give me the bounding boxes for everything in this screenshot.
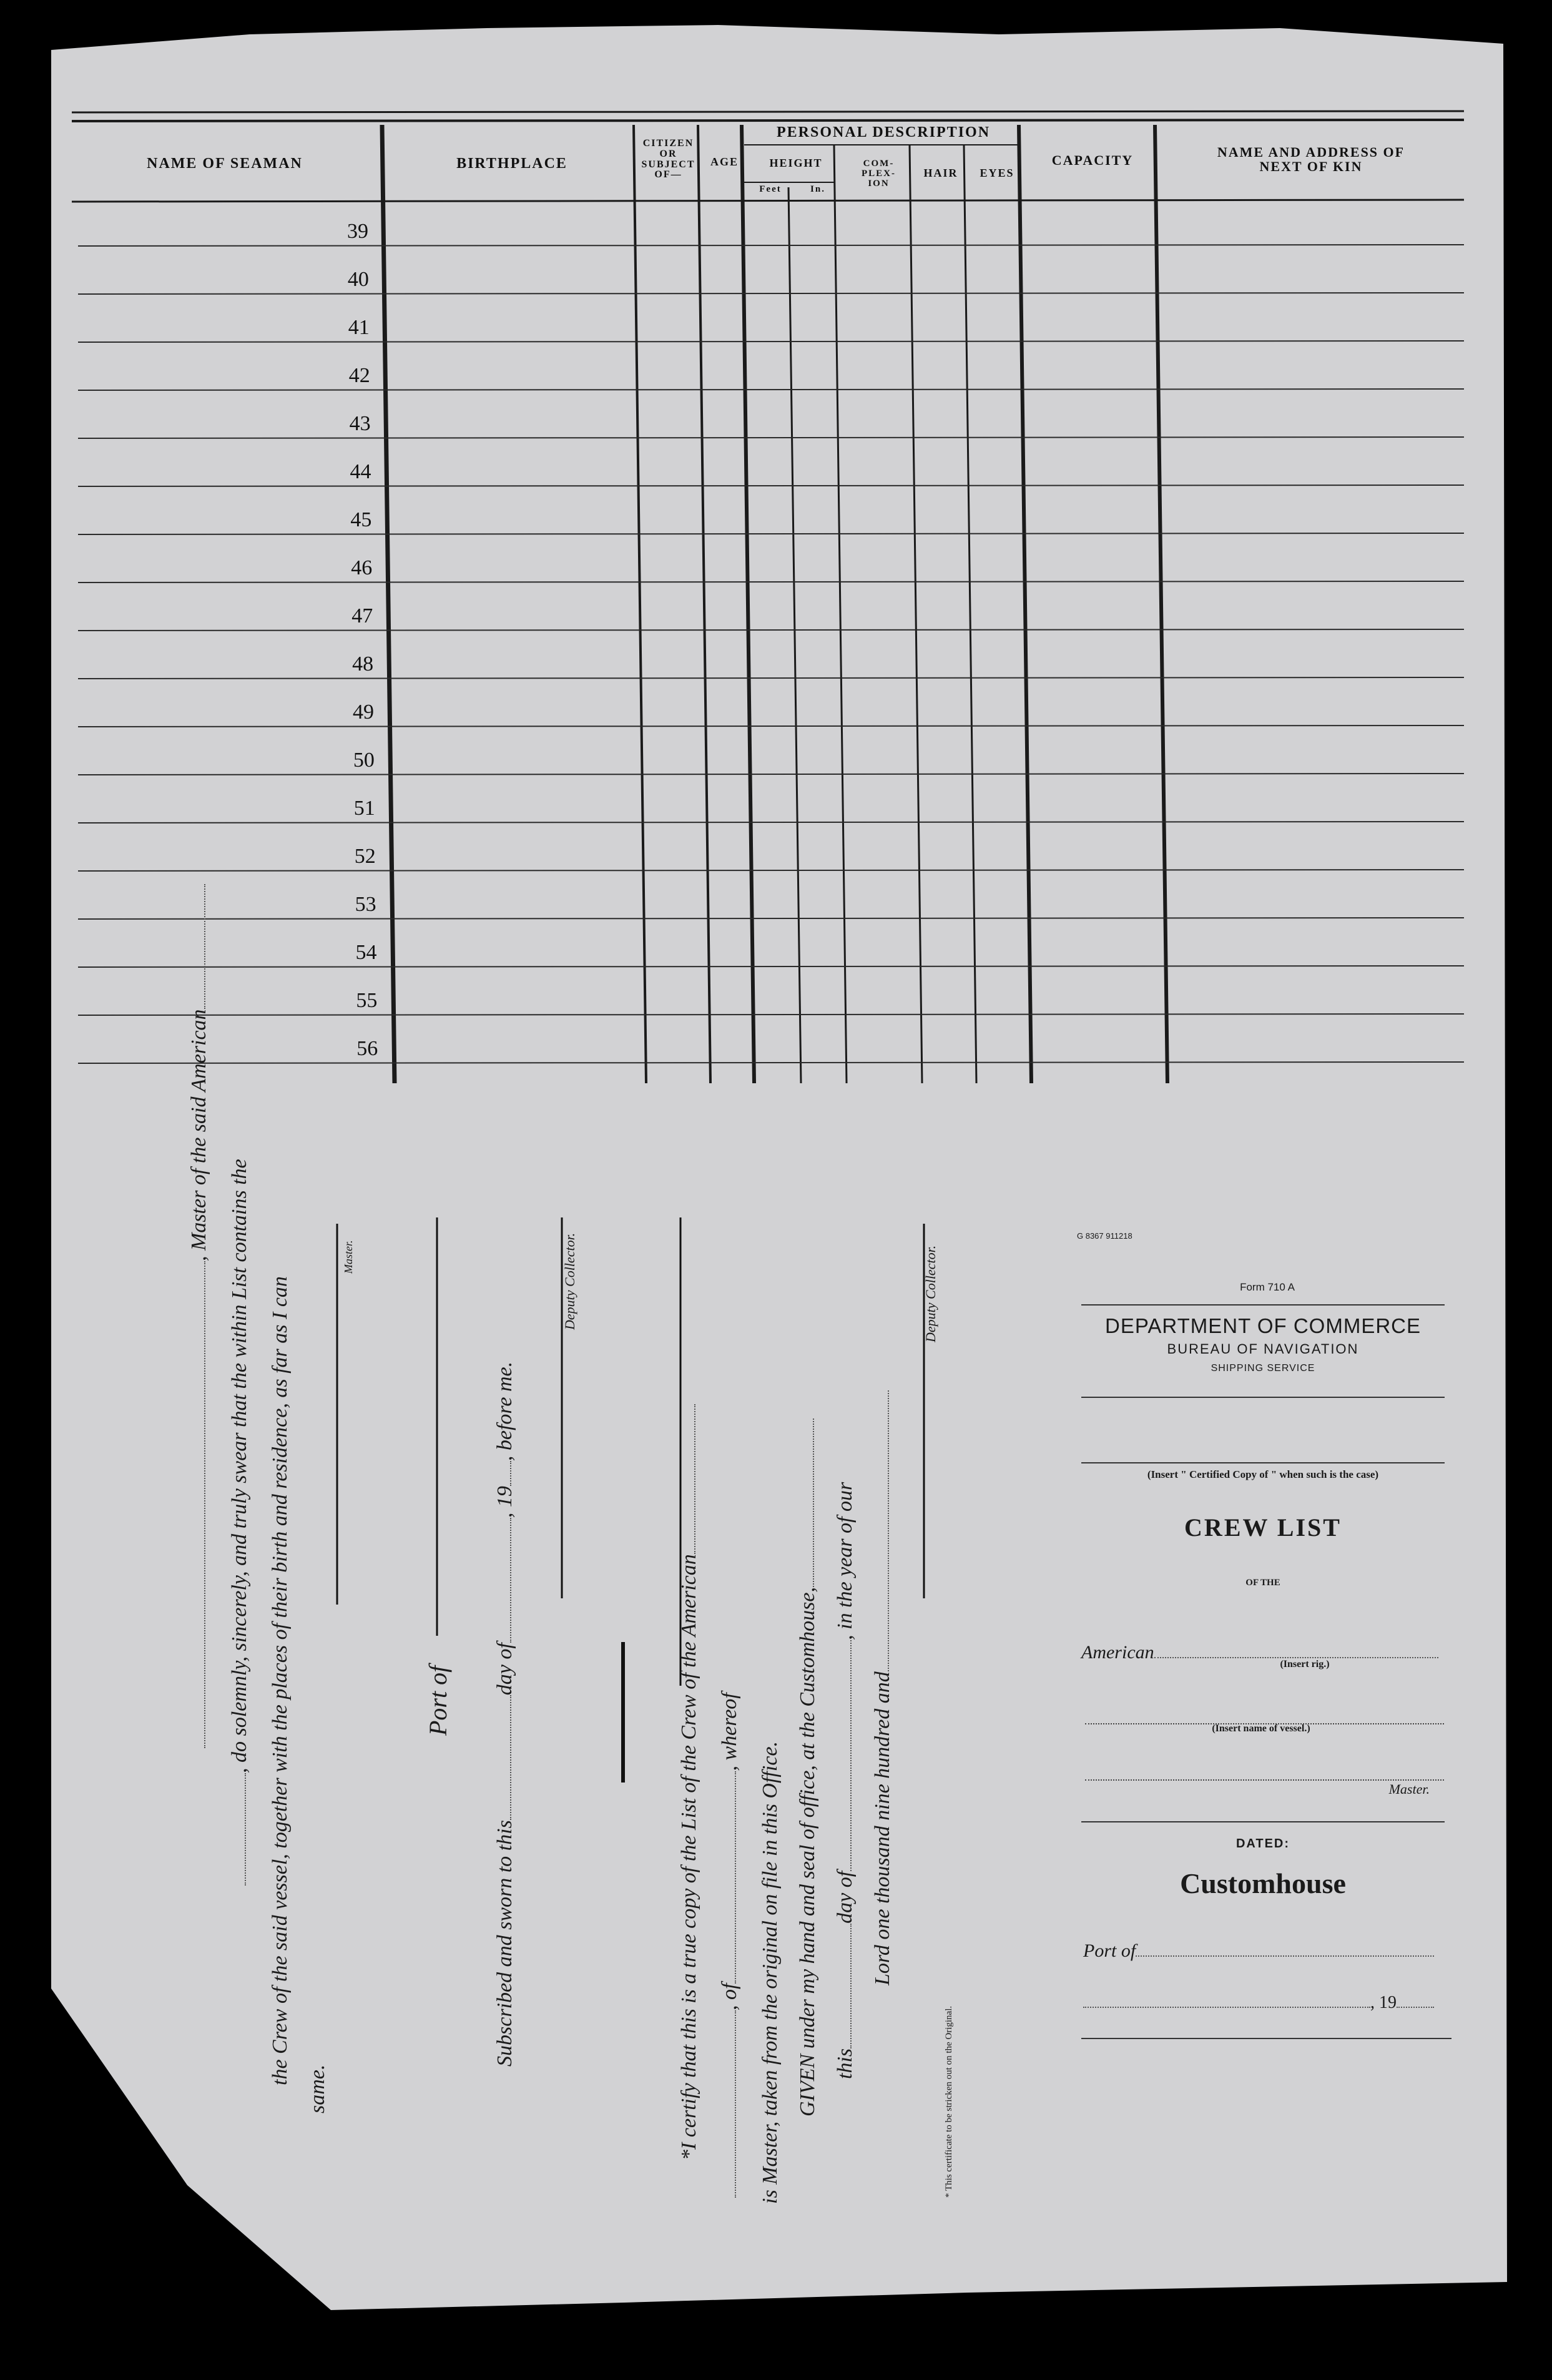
row-number: 41	[348, 316, 370, 339]
row-number: 54	[355, 941, 377, 964]
cert-line-3-text: is Master, taken from the original on file in this Office.	[759, 1741, 782, 2204]
master-name-line	[1085, 1779, 1444, 1781]
header-citizen-2: OR	[659, 148, 677, 159]
oath-line-4-text: same.	[306, 2064, 329, 2113]
certificate-footnote: * This certificate to be stricken out on the Original.	[944, 2005, 954, 2198]
insert-rig-note: (Insert rig.)	[1280, 1659, 1330, 1669]
row-number: 52	[354, 845, 376, 868]
header-birthplace: BIRTHPLACE	[456, 155, 567, 172]
header-personal-description: PERSONAL DESCRIPTION	[776, 124, 991, 140]
row-number: 55	[356, 989, 378, 1012]
header-complexion-3: ION	[868, 178, 890, 189]
port-of-label	[423, 1666, 453, 1736]
header-citizen-3: SUBJECT	[641, 159, 695, 170]
port-of-text: Port of	[424, 1665, 452, 1736]
subscribed-line	[493, 1362, 517, 2067]
master-label: Master.	[342, 1240, 355, 1274]
master-cover-label: Master.	[1388, 1781, 1430, 1797]
row-number: 53	[355, 893, 376, 916]
header-kin-2: NEXT OF KIN	[1259, 159, 1363, 175]
header-kin-1: NAME AND ADDRESS OF	[1217, 144, 1405, 160]
header-citizen-1: CITIZEN	[642, 138, 694, 149]
header-eyes: EYES	[980, 167, 1014, 179]
header-complexion-2: PLEX-	[862, 168, 896, 179]
oath-line-4	[306, 2065, 330, 2113]
row-number: 48	[352, 652, 374, 676]
oath-line-1	[187, 884, 211, 1748]
row-number: 46	[351, 556, 373, 579]
row-number: 42	[348, 364, 370, 387]
row-number: 51	[353, 797, 375, 820]
cert-line-6	[871, 1390, 895, 1985]
oath-line-2	[228, 1159, 252, 1886]
header-capacity: CAPACITY	[1051, 152, 1134, 168]
header-name-of-seaman: NAME OF SEAMAN	[147, 155, 303, 172]
cert-line-2-text-a: , of	[718, 1983, 741, 2010]
print-code: G 8367 911218	[1077, 1231, 1132, 1241]
header-citizen-4: OF—	[654, 169, 682, 180]
form-number: Form 710 A	[1240, 1281, 1295, 1293]
department-of-commerce: DEPARTMENT OF COMMERCE	[1104, 1314, 1422, 1337]
row-number: 49	[353, 701, 374, 724]
row-number: 39	[347, 220, 368, 243]
header-complexion-1: COM-	[863, 159, 895, 169]
row-number: 43	[349, 412, 371, 435]
year-line	[1083, 1993, 1451, 2013]
row-number: 40	[347, 268, 369, 291]
header-feet: Feet	[759, 184, 782, 194]
subscribed-text-a: Subscribed and sworn to this	[493, 1820, 516, 2067]
row-number: 44	[350, 460, 371, 483]
year-text: , 19	[1370, 1993, 1397, 2012]
port-of-cover-line	[1083, 1940, 1451, 1962]
row-number: 45	[350, 508, 372, 531]
header-next-of-kin	[1167, 145, 1455, 174]
port-of-cover-text: Port of	[1083, 1940, 1136, 1961]
deputy-collector-2: Deputy Collector.	[923, 1245, 938, 1342]
row-number: 47	[351, 604, 373, 627]
cert-line-4	[796, 1419, 820, 2117]
of-the-label: OF THE	[1245, 1578, 1280, 1588]
deputy-collector-1: Deputy Collector.	[562, 1232, 577, 1330]
dated-label: DATED:	[1235, 1837, 1290, 1851]
subscribed-text-c: , 19	[493, 1486, 516, 1518]
header-height: HEIGHT	[769, 157, 823, 169]
subscribed-text-d: , before me.	[493, 1361, 516, 1462]
cert-line-5	[833, 1482, 857, 2079]
insert-certified-note: (Insert " Certified Copy of " when such is the case)	[1147, 1468, 1379, 1480]
row-number: 50	[353, 749, 375, 772]
cert-line-5-text-b: day of	[833, 1871, 857, 1924]
crew-list-title: CREW LIST	[1184, 1513, 1342, 1542]
header-inches: In.	[810, 184, 825, 194]
bureau-of-navigation: BUREAU OF NAVIGATION	[1167, 1341, 1359, 1357]
header-complexion	[843, 159, 915, 189]
header-age: AGE	[710, 155, 739, 168]
cert-line-2-text-b: , whereof	[718, 1693, 741, 1771]
shipping-service: SHIPPING SERVICE	[1211, 1363, 1315, 1374]
american-text: American	[1081, 1642, 1154, 1663]
cert-line-2	[718, 1693, 742, 2198]
subscribed-text-b: day of	[493, 1643, 516, 1696]
oath-line-3-text: the Crew of the said vessel, together with the places of their birth and residence, as far as I can	[268, 1276, 292, 2085]
oath-line-3	[268, 1276, 292, 2085]
cert-line-1	[677, 1404, 701, 2160]
cert-line-5-text-a: this	[833, 2048, 857, 2079]
oath-line-1-text: , Master of the said American	[187, 1009, 210, 1261]
header-citizen	[636, 139, 701, 180]
insert-name-note: (Insert name of vessel.)	[1212, 1723, 1310, 1734]
cert-line-5-text-c: , in the year of our	[833, 1482, 857, 1640]
cert-line-3	[759, 1741, 782, 2204]
cert-line-4-text: GIVEN under my hand and seal of office, at the Customhouse,	[796, 1586, 819, 2117]
oath-line-2-text: , do solemnly, sincerely, and truly swear that the within List contains the	[228, 1159, 251, 1773]
cert-line-1-text: *I certify that this is a true copy of the List of the Crew of the American	[677, 1554, 700, 2160]
header-hair: HAIR	[923, 167, 958, 179]
cert-line-6-text: Lord one thousand nine hundred and	[871, 1671, 894, 1985]
customhouse-label: Customhouse	[1180, 1867, 1346, 1899]
row-number: 56	[356, 1037, 378, 1060]
